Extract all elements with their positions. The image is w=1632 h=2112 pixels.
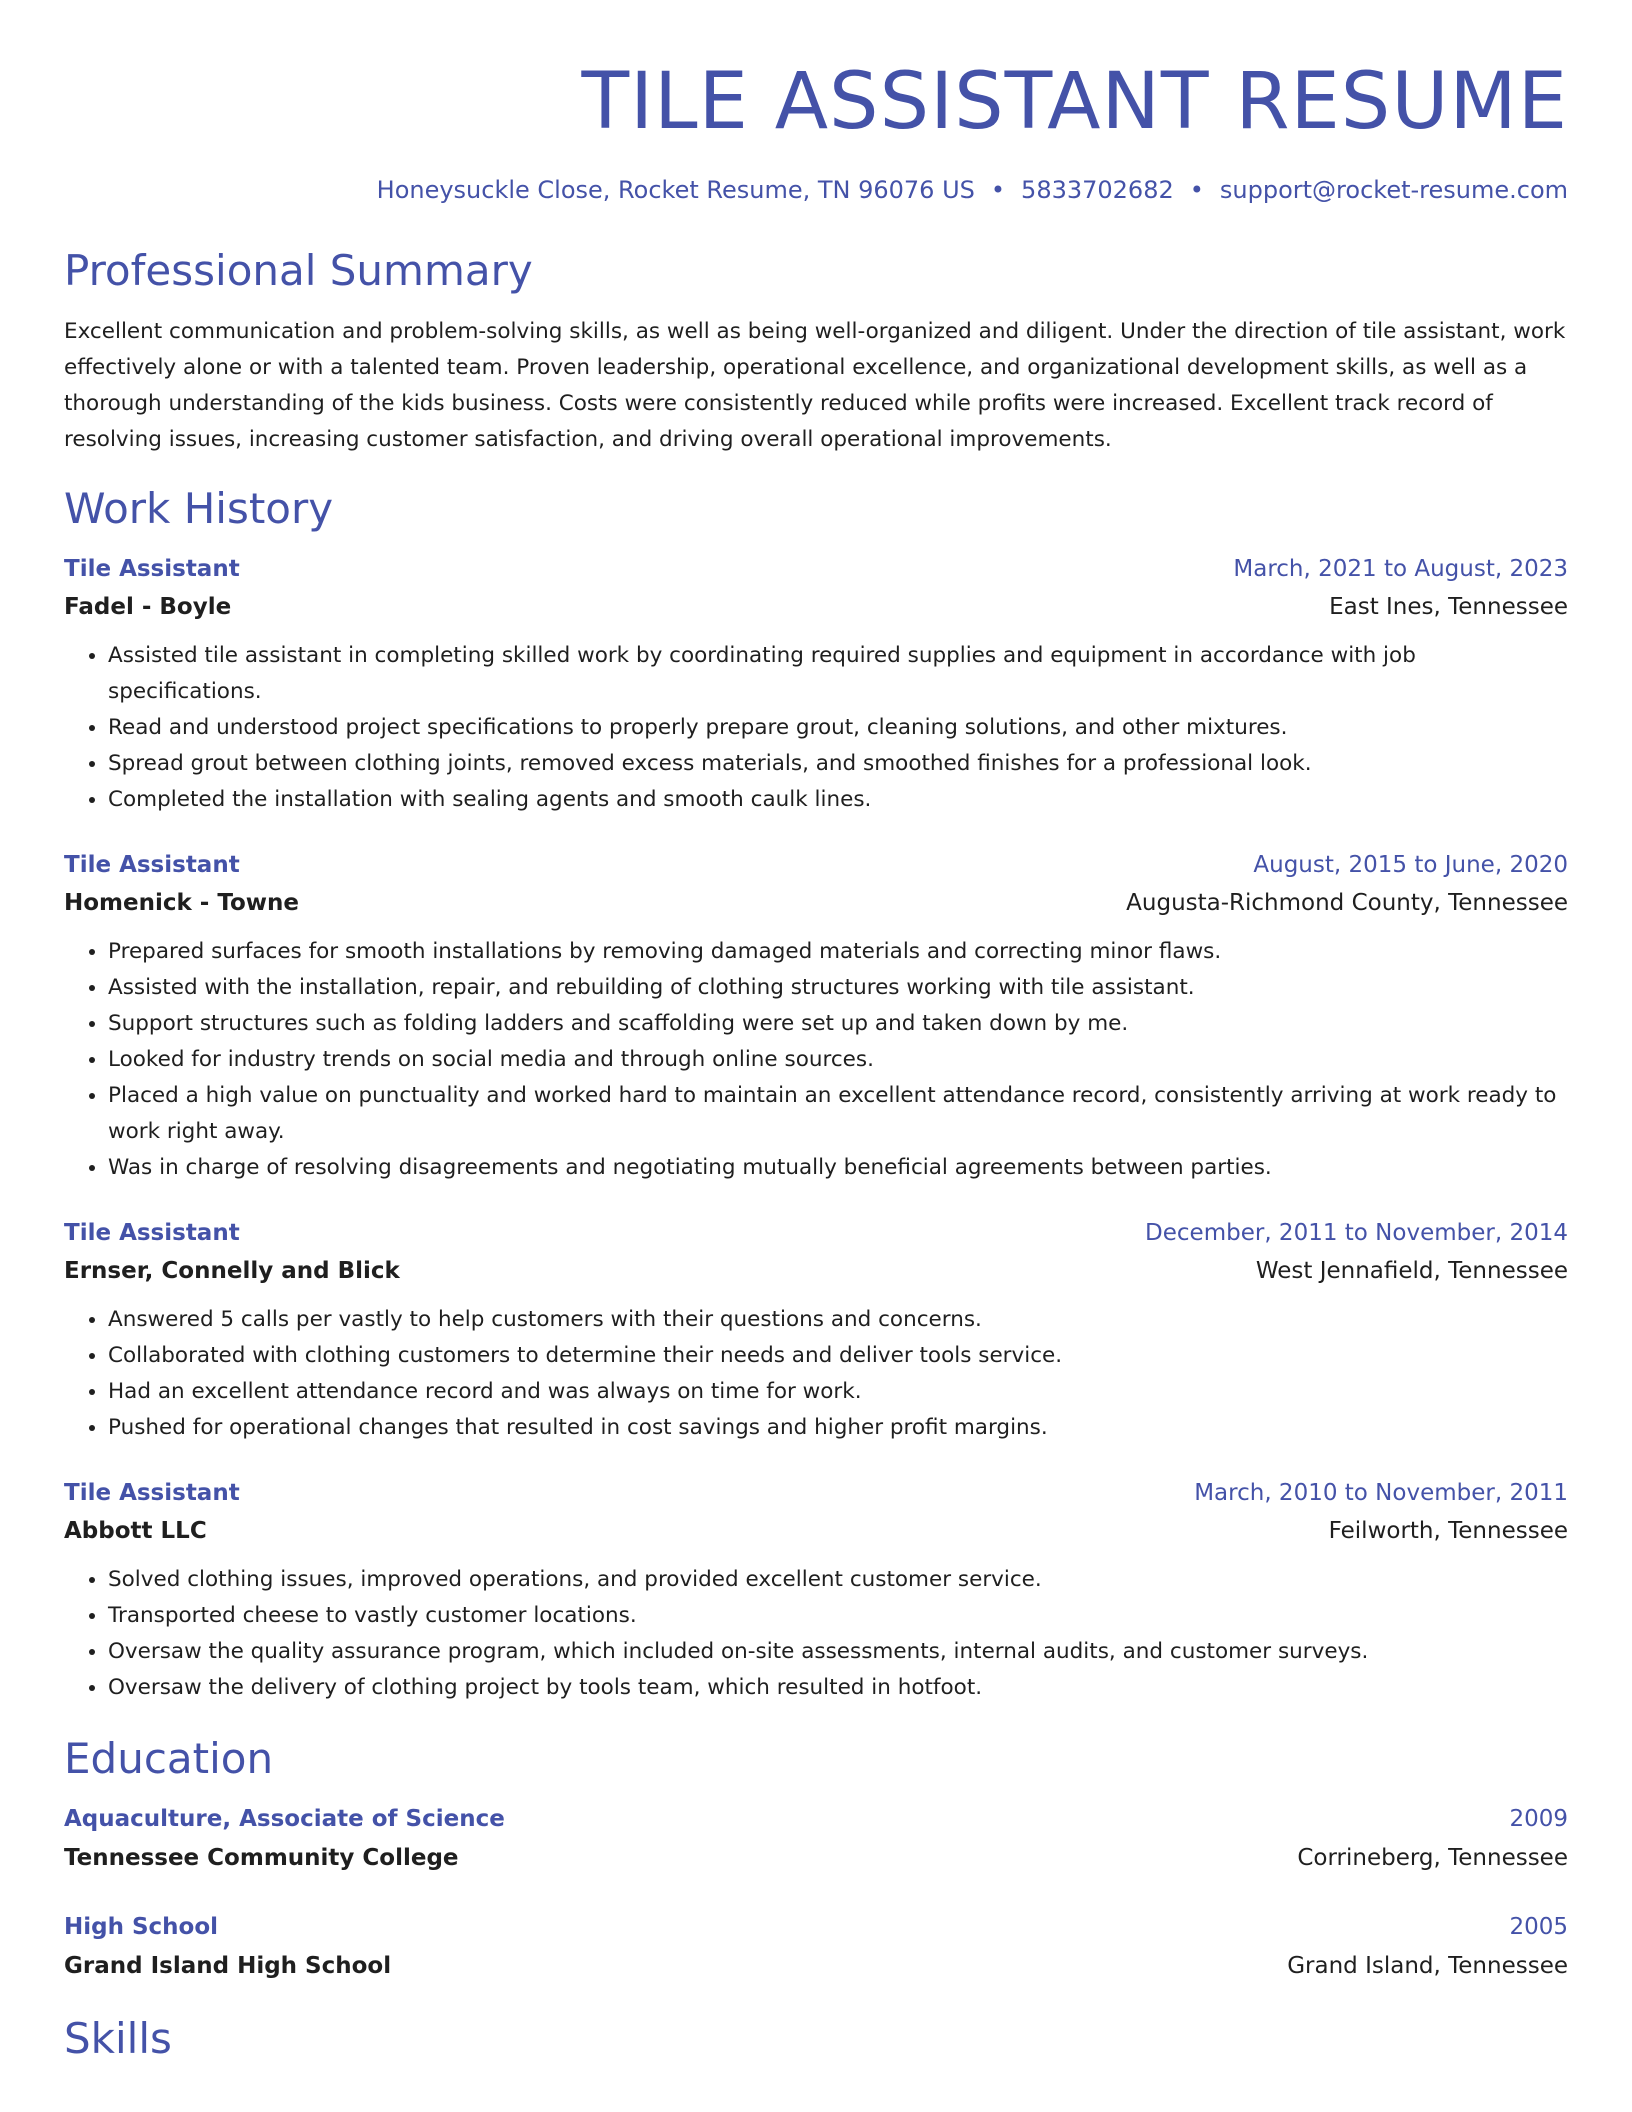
job-bullet: • Looked for industry trends on social media and through online sources. (108, 1042, 1568, 1078)
education-title-row (64, 1800, 1568, 1838)
education-location: Corrineberg, Tennessee (1297, 1845, 1568, 1871)
job-bullet: • Had an excellent attendance record and was always on time for work. (108, 1374, 1568, 1410)
job-dates: March, 2010 to November, 2011 (1194, 1480, 1568, 1506)
education-heading: Education (64, 1734, 274, 1783)
education-year: 2005 (1509, 1914, 1568, 1940)
job-bullet: • Assisted tile assistant in completing skilled work by coordinating required supplies and equipment in accordance with job specifications. (108, 638, 1568, 710)
job-bullet: • Solved clothing issues, improved operations, and provided excellent customer service. (108, 1562, 1568, 1598)
contact-separator: • (1189, 176, 1204, 204)
resume-title: TILE ASSISTANT RESUME (581, 57, 1568, 147)
summary-text: Excellent communication and problem-solving skills, as well as being well-organized and diligent. Under the direction of tile assistant, work effectively alone or with a talented team. Proven leadership, operational excellence, and organizational development skills, as well as a thorough understanding of the kids business. Costs were consistently reduced while profits were increased. Excellent track record of resolving issues, increasing customer satisfaction, and driving overall operational improvements. (64, 319, 1566, 452)
job-dates: March, 2021 to August, 2023 (1233, 556, 1568, 582)
job-location: West Jennafield, Tennessee (1255, 1258, 1568, 1284)
job-title-row (64, 1214, 1568, 1252)
contact-line (64, 174, 1568, 206)
job-bullet: • Answered 5 calls per vastly to help customers with their questions and concerns. (108, 1302, 1568, 1338)
job-title: Tile Assistant (64, 556, 240, 582)
job-bullet: • Read and understood project specifications to properly prepare grout, cleaning solutions, and other mixtures. (108, 710, 1568, 746)
education-location: Grand Island, Tennessee (1287, 1953, 1568, 1979)
job-location: East Ines, Tennessee (1329, 594, 1568, 620)
job-company-row (64, 1252, 1568, 1290)
job-entry (64, 846, 1568, 1186)
job-company: Ernser, Connelly and Blick (64, 1258, 400, 1284)
job-company: Abbott LLC (64, 1518, 207, 1544)
job-bullet: • Assisted with the installation, repair, and rebuilding of clothing structures working with tile assistant. (108, 970, 1568, 1006)
education-entry (64, 1800, 1568, 1878)
education-school-row (64, 1838, 1568, 1878)
education-school: Tennessee Community College (64, 1845, 459, 1871)
job-bullet: • Was in charge of resolving disagreements and negotiating mutually beneficial agreements between parties. (108, 1150, 1568, 1186)
contact-separator: • (990, 176, 1006, 204)
summary-heading: Professional Summary (64, 246, 533, 295)
education-school-row (64, 1946, 1568, 1986)
job-company-row (64, 588, 1568, 626)
job-company: Homenick - Towne (64, 890, 300, 916)
job-entry (64, 1474, 1568, 1706)
job-company: Fadel - Boyle (64, 594, 232, 620)
education-school: Grand Island High School (64, 1953, 392, 1979)
contact-email[interactable]: support@rocket-resume.com (1219, 176, 1568, 204)
job-bullets (64, 1562, 1568, 1706)
job-dates: December, 2011 to November, 2014 (1145, 1220, 1568, 1246)
education-year: 2009 (1509, 1806, 1568, 1832)
job-bullet: • Support structures such as folding ladders and scaffolding were set up and taken down by me. (108, 1006, 1568, 1042)
job-bullet: • Collaborated with clothing customers to determine their needs and deliver tools service. (108, 1338, 1568, 1374)
job-title: Tile Assistant (64, 1480, 240, 1506)
job-title: Tile Assistant (64, 852, 240, 878)
job-title-row (64, 846, 1568, 884)
job-title-row (64, 550, 1568, 588)
job-bullet: • Oversaw the quality assurance program, which included on-site assessments, internal audits, and customer surveys. (108, 1634, 1568, 1670)
work-history-heading: Work History (64, 484, 334, 533)
job-entry (64, 1214, 1568, 1446)
job-bullet: • Prepared surfaces for smooth installations by removing damaged materials and correcting minor flaws. (108, 934, 1568, 970)
job-entry (64, 550, 1568, 818)
job-bullet: • Placed a high value on punctuality and worked hard to maintain an excellent attendance record, consistently arriving at work ready to work right away. (108, 1078, 1568, 1150)
education-degree: High School (64, 1914, 219, 1940)
education-entry (64, 1908, 1568, 1986)
job-dates: August, 2015 to June, 2020 (1253, 852, 1568, 878)
job-bullets (64, 1302, 1568, 1446)
skills-heading: Skills (64, 2014, 172, 2063)
job-title: Tile Assistant (64, 1220, 240, 1246)
job-location: Augusta-Richmond County, Tennessee (1126, 890, 1568, 916)
job-bullet: • Transported cheese to vastly customer locations. (108, 1598, 1568, 1634)
job-company-row (64, 1512, 1568, 1550)
contact-phone: 5833702682 (1021, 176, 1174, 204)
education-degree: Aquaculture, Associate of Science (64, 1806, 505, 1832)
job-title-row (64, 1474, 1568, 1512)
job-bullets (64, 638, 1568, 818)
job-bullet: • Spread grout between clothing joints, removed excess materials, and smoothed finishes for a professional look. (108, 746, 1568, 782)
contact-address: Honeysuckle Close, Rocket Resume, TN 96076 US (376, 176, 975, 204)
job-company-row (64, 884, 1568, 922)
job-location: Feilworth, Tennessee (1328, 1518, 1568, 1544)
job-bullet: • Oversaw the delivery of clothing project by tools team, which resulted in hotfoot. (108, 1670, 1568, 1706)
job-bullet: • Completed the installation with sealing agents and smooth caulk lines. (108, 782, 1568, 818)
education-title-row (64, 1908, 1568, 1946)
job-bullets (64, 934, 1568, 1186)
job-bullet: • Pushed for operational changes that resulted in cost savings and higher profit margins. (108, 1410, 1568, 1446)
resume-page (64, 0, 1568, 2066)
